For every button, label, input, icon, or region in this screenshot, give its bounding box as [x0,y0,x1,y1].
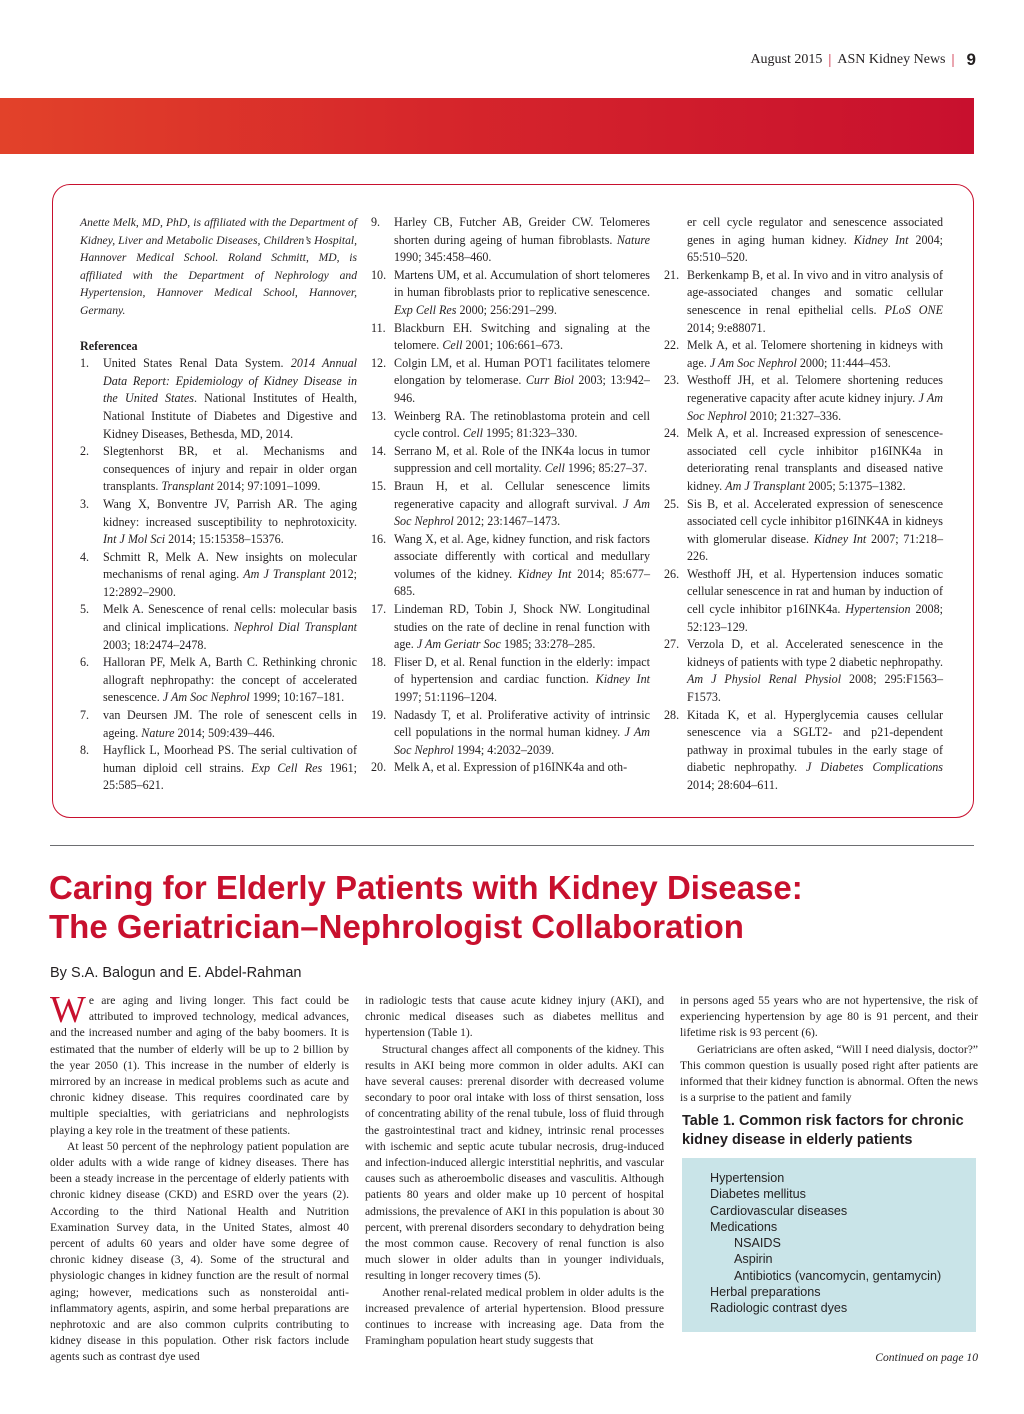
article-paragraph: Geriatricians are often asked, “Will I need dialysis, doctor?” This common question is usually posed right after patients are informed that their kidney function is abnormal. Often the news is a surprise to the patient and family [680,1042,978,1105]
references-column-2 [371,214,650,777]
reference-number: 3. [80,496,90,511]
reference-list-3 [664,267,943,795]
reference-number: 7. [80,708,90,723]
article-column-2 [365,993,664,1349]
reference-item: 12. Colgin LM, et al. Human POT1 facilitates telomere elongation by telomerase. Curr Biol 2003; 13:942–946. [371,355,650,405]
table-item: Cardiovascular diseases [710,1203,848,1218]
article-paragraph: At least 50 percent of the nephrology patient population are older adults with a wide range of kidney diseases. There has been a steady increase in the percentage of elderly patients with chronic kidney disease (CKD) and ESRD over the years (2). According to the third National Health and Nutrition Examination Survey data, in the United States, almost 40 percent of adults 60 years and older have some degree of chronic kidney disease (3, 4). Some of the structural and physiologic changes in kidney function are the result of normal aging; however, medications such as nonsteroidal anti-inflammatory agents, aspirin, and some herbal preparations are nephrotoxic and are also common culprits contributing to kidney disease in this population. Other risk factors include agents such as contrast dye used [50,1139,349,1364]
reference-item: 8. Hayflick L, Moorhead PS. The serial cultivation of human diploid cell strains. Exp Cell Res 1961; 25:585–621. [80,743,358,793]
section-divider [50,845,974,846]
page-number: 9 [966,50,976,69]
reference-item: 3. Wang X, Bonventre JV, Parrish AR. The aging kidney: increased susceptibility to nephrotoxicity. Int J Mol Sci 2014; 15:15358–15376. [80,496,357,547]
table-item: Radiologic contrast dyes [710,1301,848,1316]
reference-item: 23. Westhoff JH, et al. Telomere shortening reduces regenerative capacity after acute kidney injury. J Am Soc Nephrol 2010; 21:327–336. [664,373,943,423]
reference-continuation: er cell cycle regulator and senescence associated genes in aging human kidney. Kidney Int 2004; 65:510–520. [687,215,943,265]
reference-item: 28. Kitada K, et al. Hyperglycemia causes cellular senescence via a SGLT2- and p21-dependent pathway in proximal tubules in the early stage of diabetic nephropathy. J Diabetes Complications 2014; 28:604–611. [664,707,943,792]
references-column-1 [80,214,357,795]
reference-number: 27. [664,637,680,652]
reference-number: 1. [80,356,90,371]
reference-item: 11. Blackburn EH. Switching and signaling at the telomere. Cell 2001; 106:661–673. [371,320,650,353]
author-affiliation: Anette Melk, MD, PhD, is affiliated with the Department of Kidney, Liver and Metabolic Diseases, Children’s Hospital, Hannover Medical School. Roland Schmitt, MD, is affiliated with the Department of Nephrology and Hypertension, Hannover Medical School, Hannover, Germany. [80,216,357,317]
reference-item: 10. Martens UM, et al. Accumulation of short telomeres in human fibroblasts prior to replicative senescence. Exp Cell Res 2000; 256:291–299. [371,267,650,317]
reference-number: 16. [371,531,387,546]
article-byline: By S.A. Balogun and E. Abdel-Rahman [50,965,302,981]
header-separator: | [828,51,832,68]
references-column-3 [664,214,943,795]
reference-number: 20. [371,760,387,775]
reference-item: 4. Schmitt R, Melk A. New insights on molecular mechanisms of renal aging. Am J Transplant 2012; 12:2892–2900. [80,549,357,599]
article-paragraph: in radiologic tests that cause acute kidney injury (AKI), and chronic medical diseases such as diabetes mellitus and hypertension (Table 1). [365,994,664,1040]
reference-item: 19. Nadasdy T, et al. Proliferative activity of intrinsic cell populations in the normal human kidney. J Am Soc Nephrol 1994; 4:2032–2039. [371,707,650,757]
reference-number: 23. [664,373,680,388]
article-column-1 [50,989,349,1366]
article-paragraph: Another renal-related medical problem in older adults is the increased prevalence of arterial hypertension. Blood pressure continues to increase with increasing age. Data from the Framingham population heart study suggests that [365,1285,664,1348]
reference-item: 21. Berkenkamp B, et al. In vivo and in vitro analysis of age-associated changes and somatic cellular senescence in renal epithelial cells. PLoS ONE 2014; 9:e88071. [664,267,943,335]
reference-number: 25. [664,496,680,511]
article-paragraph: We are aging and living longer. This fact could be attributed to improved technology, medical advances, and the increased number and aging of the baby boomers. It is estimated that the number of elderly will be up to 2 billion by the year 2050 (1). This increase in the number of elderly is mirrored by an increase in medical problems such as acute and chronic kidney disease. This requires coordinated care by multiple specialties, with geriatricians and nephrologists playing a key role in the treatment of these patients. [50,989,349,1137]
reference-number: 19. [371,707,387,722]
reference-number: 6. [80,655,90,670]
reference-item: 9. Harley CB, Futcher AB, Greider CW. Telomeres shorten during ageing of human fibroblasts. Nature 1990; 345:458–460. [371,215,650,265]
article-title: Caring for Elderly Patients with Kidney Disease: The Geriatrician–Nephrologist Collaboration [49,869,803,945]
reference-item: 5. Melk A. Senescence of renal cells: molecular basis and clinical implications. Nephrol Dial Transplant 2003; 18:2474–2478. [80,602,357,652]
reference-number: 5. [80,602,90,617]
reference-item: 24. Melk A, et al. Increased expression of senescence-associated cell cycle inhibitor p16INK4a in deteriorating renal transplants and diseased native kidney. Am J Transplant 2005; 5:1375–1382. [664,426,943,493]
table-item: NSAIDS [734,1236,781,1251]
reference-number: 14. [371,443,387,458]
reference-number: 18. [371,654,387,669]
reference-number: 8. [80,743,90,758]
reference-number: 4. [80,549,90,564]
table-item: Diabetes mellitus [710,1187,806,1202]
reference-list-2 [371,214,650,777]
reference-item: 6. Halloran PF, Melk A, Barth C. Rethinking chronic allograft nephropathy: the concept of accelerated senescence. J Am Soc Nephrol 1999; 10:167–181. [80,655,357,705]
reference-item: 7. van Deursen JM. The role of senescent cells in ageing. Nature 2014; 509:439–446. [80,708,357,740]
references-heading: Referencea [80,338,138,353]
article-paragraph: Structural changes affect all components of the kidney. This results in AKI being more common in older adults. AKI can have several causes: prerenal disorder with decreased volume secondary to poor oral intake with loss of thirst sensation, loss of concentrating ability of the renal tubule, loss of fluid through the gastrointestinal tract and kidney, intrinsic renal processes with ischemic and septic acute tubular necrosis, drug-induced and infection-induced allergic interstitial nephritis, and vascular causes such as atheroembolic diseases and vasculitis. Although patients 80 years and older make up 10 percent of hospital admissions, the prevalence of AKI in this population is about 30 percent, with prerenal disorders secondary to dehydration being the most common cause. Recovery of renal function is also much slower in older adults than in younger individuals, resulting in longer recovery times (5). [365,1042,664,1283]
reference-item: 27. Verzola D, et al. Accelerated senescence in the kidneys of patients with type 2 diabetic nephropathy. Am J Physiol Renal Physiol 2008; 295:F1563–F1573. [664,637,943,705]
reference-item: 13. Weinberg RA. The retinoblastoma protein and cell cycle control. Cell 1995; 81:323–330. [371,408,650,441]
reference-item: 14. Serrano M, et al. Role of the INK4a locus in tumor suppression and cell mortality. Cell 1996; 85:27–37. [371,443,650,476]
red-banner [0,98,974,154]
table-item: Antibiotics (vancomycin, gentamycin) [734,1268,942,1283]
reference-number: 21. [664,267,680,282]
reference-item: 18. Fliser D, et al. Renal function in the elderly: impact of hypertension and cardiac function. Kidney Int 1997; 51:1196–1204. [371,654,650,705]
reference-number: 22. [664,338,680,353]
reference-item: 2. Slegtenhorst BR, et al. Mechanisms and consequences of injury and repair in older organ transplants. Transplant 2014; 97:1091–1099. [80,444,357,494]
reference-list-1 [80,355,357,795]
reference-number: 24. [664,426,680,441]
reference-number: 10. [371,267,387,282]
table-item: Medications [710,1219,778,1234]
risk-factor-table [682,1158,976,1332]
drop-cap: W [50,989,86,1031]
reference-item: 26. Westhoff JH, et al. Hypertension induces somatic cellular senescence in rat and human by induction of cell cycle inhibitor p16INK4a. Hypertension 2008; 52:123–129. [664,566,943,634]
reference-item: 22. Melk A, et al. Telomere shortening in kidneys with age. J Am Soc Nephrol 2000; 11:444–453. [664,338,943,370]
running-header [750,50,976,70]
article-column-3 [680,993,978,1106]
reference-number: 26. [664,566,680,581]
reference-number: 12. [371,355,387,370]
table-item: Aspirin [734,1252,773,1267]
reference-item: 1. United States Renal Data System. 2014 Annual Data Report: Epidemiology of Kidney Disease in the United States. National Institutes of Health, National Institute of Diabetes and Digestive and Kidney Diseases, Bethesda, MD, 2014. [80,356,357,441]
reference-item: 15. Braun H, et al. Cellular senescence limits regenerative capacity and allograft survival. J Am Soc Nephrol 2012; 23:1467–1473. [371,478,650,529]
reference-number: 9. [371,215,381,229]
table-item: Herbal preparations [710,1285,821,1300]
reference-number: 17. [371,602,387,617]
reference-item: 17. Lindeman RD, Tobin J, Shock NW. Longitudinal studies on the rate of decline in renal function with age. J Am Geriatr Soc 1985; 33:278–285. [371,602,650,652]
issue-date: August 2015 [750,52,823,67]
article-paragraph: in persons aged 55 years who are not hypertensive, the risk of experiencing hypertension by age 80 is 91 percent, and their lifetime risk is 93 percent (6). [680,994,978,1040]
reference-item: 25. Sis B, et al. Accelerated expression of senescence associated cell cycle inhibitor p16INK4A in kidneys with glomerular disease. Kidney Int 2007; 71:218–226. [664,496,944,564]
reference-number: 2. [80,444,90,459]
reference-number: 15. [371,478,387,493]
reference-item: 20. Melk A, et al. Expression of p16INK4a and oth- [371,759,650,777]
reference-number: 28. [664,707,680,722]
table-item: Hypertension [710,1171,785,1185]
reference-number: 13. [371,408,387,423]
header-separator: | [951,51,955,68]
continued-note: Continued on page 10 [875,1351,978,1364]
table-title: Table 1. Common risk factors for chronic kidney disease in elderly patients [682,1113,964,1148]
reference-item: 16. Wang X, et al. Age, kidney function, and risk factors associate differently with cortical and medullary volumes of the kidney. Kidney Int 2014; 85:677–685. [371,531,650,599]
reference-number: 11. [371,320,386,335]
publication-name: ASN Kidney News [837,52,946,67]
